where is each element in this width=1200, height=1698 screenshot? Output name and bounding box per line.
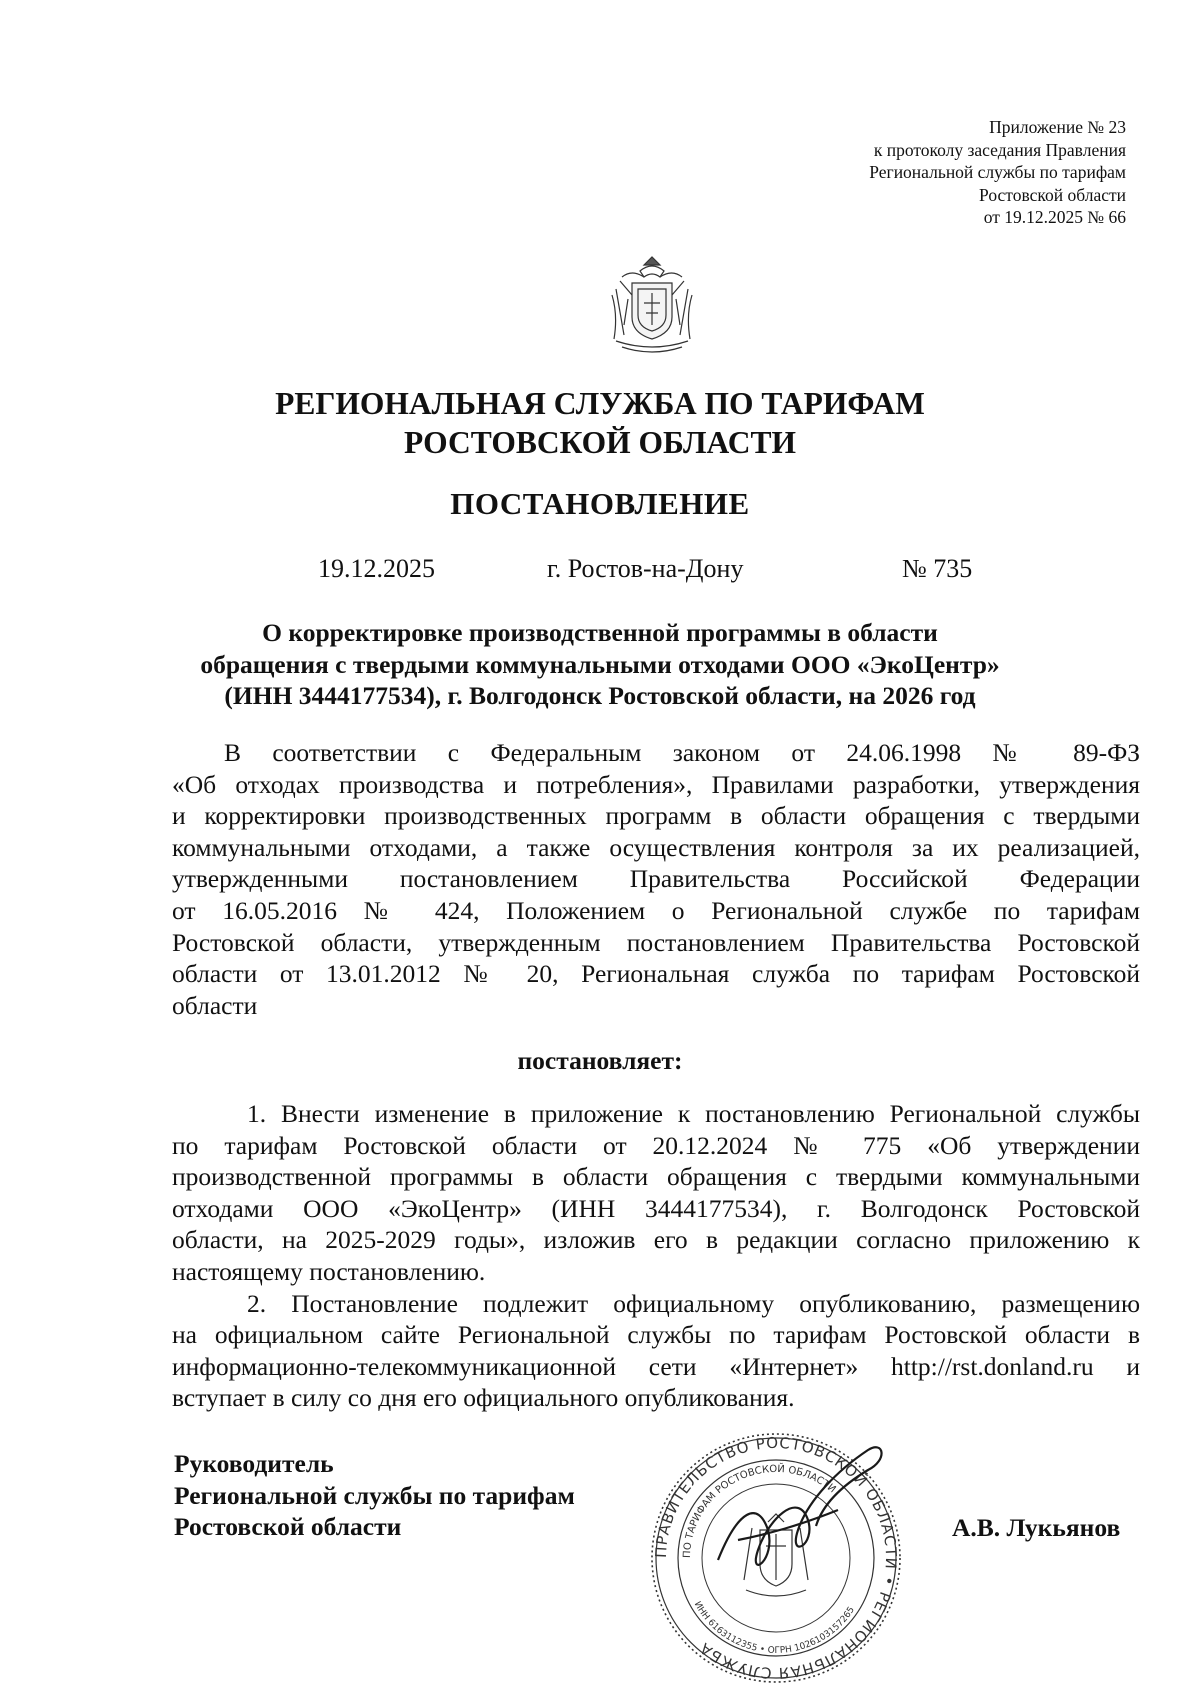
paragraph-line: вступает в силу со дня его официального опубликования. — [172, 1383, 795, 1413]
decision-item-2 — [172, 1288, 1140, 1414]
paragraph-line: и корректировки производственных программ в области обращения с твердыми — [172, 801, 1140, 831]
paragraph-line: производственной программы в области обращения с твердыми коммунальными — [172, 1162, 1140, 1192]
paragraph-line: 1. Внести изменение в приложение к постановлению Региональной службы — [247, 1099, 1140, 1128]
organization-line: РОСТОВСКОЙ ОБЛАСТИ — [404, 425, 796, 460]
paragraph-line: области — [172, 990, 258, 1020]
document-city: г. Ростов-на-Дону — [547, 554, 744, 583]
seal-outer-text: ПРАВИТЕЛЬСТВО РОСТОВСКОЙ ОБЛАСТИ • РЕГИОНАЛЬНАЯ СЛУЖБА — [651, 1433, 901, 1683]
signatory-title-line: Региональной службы по тарифам — [174, 1480, 575, 1510]
document-number: № 735 — [902, 554, 973, 583]
paragraph-line: В соответствии с Федеральным законом от 24.06.1998 № 89-ФЗ — [224, 738, 1140, 767]
seal-inner-text: ПО ТАРИФАМ РОСТОВСКОЙ ОБЛАСТИ — [681, 1463, 838, 1559]
appendix-line: от 19.12.2025 № 66 — [983, 207, 1126, 227]
signatory-title-line: Руководитель — [174, 1449, 334, 1478]
signatory-title — [174, 1448, 575, 1543]
paragraph-line: коммунальными отходами, а также осуществления контроля за их реализацией, — [172, 832, 1140, 862]
signatory-name: А.В. Лукьянов — [952, 1513, 1121, 1542]
paragraph-line: области от 13.01.2012 № 20, Региональная служба по тарифам Ростовской — [172, 959, 1140, 989]
paragraph-line: 2. Постановление подлежит официальному опубликованию, размещению — [247, 1288, 1140, 1318]
appendix-line: Региональной службы по тарифам — [869, 162, 1126, 182]
document-date: 19.12.2025 — [318, 554, 435, 583]
decision-items — [172, 1098, 1140, 1414]
preamble-paragraph — [172, 737, 1140, 1021]
document-type: ПОСТАНОВЛЕНИЕ — [450, 486, 750, 521]
title-line: О корректировке производственной программы в области — [262, 618, 938, 647]
title-line: (ИНН 3444177534), г. Волгодонск Ростовской области, на 2026 год — [224, 681, 976, 710]
seal-numbers-text: ИНН 6163112355 • ОГРН 1026103157265 — [691, 1600, 857, 1656]
paragraph-line: утвержденными постановлением Правительства Российской Федерации — [172, 864, 1140, 894]
appendix-line: к протоколу заседания Правления — [873, 139, 1126, 160]
paragraph-line: «Об отходах производства и потребления», Правилами разработки, утверждения — [172, 769, 1140, 799]
document-title — [150, 617, 1050, 712]
signatory-title-line: Ростовской области — [174, 1512, 402, 1541]
appendix-line: Ростовской области — [979, 184, 1126, 205]
official-seal — [648, 1430, 904, 1686]
paragraph-line: на официальном сайте Региональной службы по тарифам Ростовской области в — [172, 1320, 1140, 1350]
organization-line: РЕГИОНАЛЬНАЯ СЛУЖБА ПО ТАРИФАМ — [275, 386, 925, 421]
decision-item-1 — [172, 1098, 1140, 1288]
paragraph-line: информационно-телекоммуникационной сети «Интернет» http://rst.donland.ru и — [172, 1351, 1140, 1381]
paragraph-line: Ростовской области, утвержденным постановлением Правительства Ростовской — [172, 927, 1140, 957]
title-line: обращения с твердыми коммунальными отходами ООО «ЭкоЦентр» — [200, 649, 1000, 679]
paragraph-line: по тарифам Ростовской области от 20.12.2024 № 775 «Об утверждении — [172, 1130, 1140, 1160]
coat-of-arms-icon — [602, 255, 702, 359]
appendix-line: Приложение № 23 — [989, 117, 1126, 137]
appendix-header — [726, 116, 1126, 229]
paragraph-line: области, на 2025-2029 годы», изложив его в редакции согласно приложению к — [172, 1225, 1140, 1255]
paragraph-line: настоящему постановлению. — [172, 1256, 486, 1286]
paragraph-line: от 16.05.2016 № 424, Положением о Региональной службе по тарифам — [172, 895, 1140, 925]
organization-name — [0, 384, 1200, 462]
decides-heading: постановляет: — [517, 1046, 683, 1075]
paragraph-line: отходами ООО «ЭкоЦентр» (ИНН 3444177534), г. Волгодонск Ростовской — [172, 1193, 1140, 1223]
